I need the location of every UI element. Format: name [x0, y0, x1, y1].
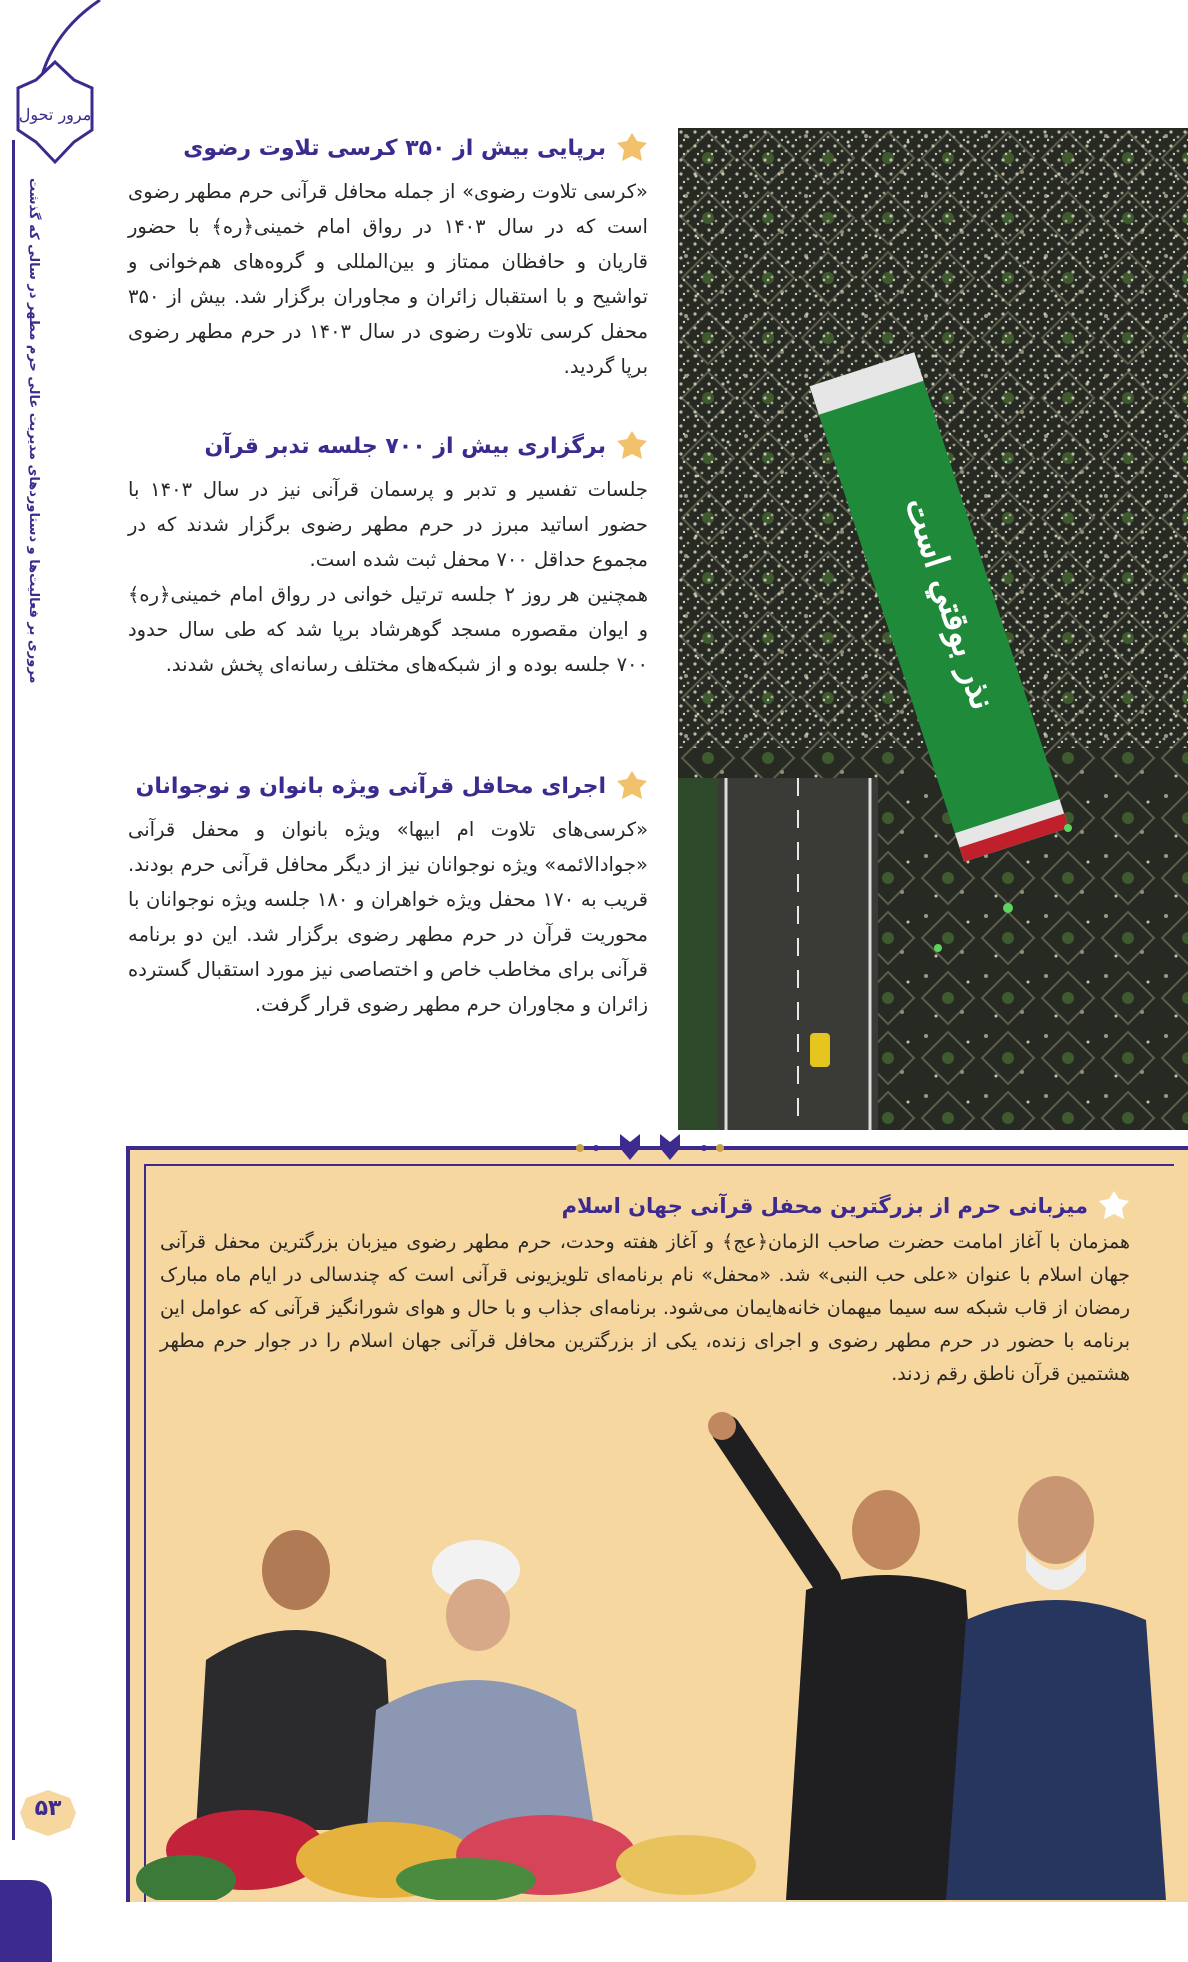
article-body — [128, 174, 648, 384]
featured-article — [160, 1190, 1130, 1391]
bullet-flower-icon — [616, 770, 648, 802]
corner-tab — [0, 1880, 52, 1962]
featured-title-text: میزبانی حرم از بزرگترین محفل قرآنی جهان اسلام — [561, 1194, 1088, 1218]
bullet-flower-icon — [616, 430, 648, 462]
article-paragraph: «کرسی‌های تلاوت ام ابیها» ویژه بانوان و محفل قرآنی «جوادالائمه» ویژه نوجوانان نیز از دیگر محافل قرآنی حرم بودند. قریب به ۱۷۰ محفل ویژه خواهران و ۱۸۰ جلسه ویژه نوجوانان با محوریت قرآن در حرم مطهر رضوی برگزار شد. این دو برنامه قرآنی برای مخاطب خاص و اختصاصی نیز مورد استقبال گسترده زائران و مجاوران حرم مطهر رضوی قرار گرفت. — [128, 818, 648, 1016]
article-body — [128, 812, 648, 1022]
article-body — [128, 472, 648, 682]
article-title-text: برپایی بیش از ۳۵۰ کرسی تلاوت رضوی — [183, 135, 606, 161]
article-title-text: اجرای محافل قرآنی ویژه بانوان و نوجوانان — [135, 773, 606, 799]
featured-paragraph: همزمان با آغاز امامت حضرت صاحب الزمان﴿عج﴾ و آغاز هفته وحدت، حرم مطهر رضوی میزبان بزرگترین محفل قرآنی جهان اسلام با عنوان «علی حب النبی» شد. «محفل» نام برنامه‌ای تلویزیونی قرآنی است که چندسالی در ایام ماه مبارک رمضان از قاب شبکه سه سیما میهمان خانه‌هایمان می‌شود. برنامه‌ای جذاب و با حال و هوای شورانگیز قرآنی که عوامل این برنامه با حضور در حرم مطهر رضوی و اجرای زنده، یکی از بزرگترین محافل قرآنی جهان اسلام را در جوار حرم مطهر هشتمین قرآن ناطق رقم زدند. — [160, 1231, 1130, 1385]
article-paragraph: جلسات تفسیر و تدبر و پرسمان قرآنی نیز در سال ۱۴۰۳ با حضور اساتید مبرز در حرم مطهر رضوی برگزار شدند که در مجموع حداقل ۷۰۰ محفل ثبت شده است. — [128, 478, 648, 571]
logo-text: مرور تحول — [18, 105, 92, 124]
article-tadabbor-sessions — [128, 430, 648, 682]
aerial-shrine-photo — [678, 128, 1188, 1130]
margin-rule — [12, 140, 15, 1840]
article-paragraph: «کرسی تلاوت رضوی» از جمله محافل قرآنی حرم مطهر رضوی است که در سال ۱۴۰۳ در رواق امام خمینی﴿ره﴾ با حضور قاریان و حافظان ممتاز و بین‌المللی و گروه‌های هم‌خوانی و تواشیح و با استقبال زائران و مجاوران برگزار شد. بیش از ۳۵۰ محفل کرسی تلاوت رضوی در سال ۱۴۰۳ در حرم مطهر رضوی برپا گردید. — [128, 180, 649, 378]
banner-text: نذر بوقتي است — [896, 492, 1003, 715]
page-number: ۵۳ — [34, 1796, 62, 1821]
article-recitation-chairs — [128, 132, 648, 384]
article-paragraph: همچنین هر روز ۲ جلسه ترتیل خوانی در رواق امام خمینی﴿ره﴾ و ایوان مقصوره مسجد گوهرشاد برپا شد که طی سال حدود ۷۰۰ جلسه بوده و از شبکه‌های مختلف رسانه‌ای پخش شدند. — [128, 583, 648, 676]
article-women-youth-gatherings — [128, 770, 648, 1022]
performer-elder — [946, 1476, 1166, 1900]
article-title — [128, 430, 648, 462]
performer-cleric — [366, 1540, 596, 1840]
featured-body — [160, 1226, 1130, 1391]
bottom-white-strip — [126, 1902, 1188, 1962]
featured-title — [160, 1190, 1130, 1222]
article-title-text: برگزاری بیش از ۷۰۰ جلسه تدبر قرآن — [204, 433, 606, 459]
quran-event-performers-photo — [126, 1410, 1188, 1900]
bullet-flower-icon — [616, 132, 648, 164]
performer-pointing — [708, 1412, 986, 1900]
bullet-flower-icon — [1098, 1190, 1130, 1222]
side-caption: مروری بر فعالیت‌ها و دستاوردهای مدیریت عالی حرم مطهر در سالی که گذشت — [26, 178, 41, 684]
article-title — [128, 770, 648, 802]
article-title — [128, 132, 648, 164]
magazine-logo — [14, 58, 96, 168]
section-divider-ornament — [560, 1128, 750, 1168]
performer-seated-left — [196, 1530, 396, 1830]
taxi-car — [810, 1033, 830, 1067]
left-margin-bar — [0, 0, 92, 1962]
